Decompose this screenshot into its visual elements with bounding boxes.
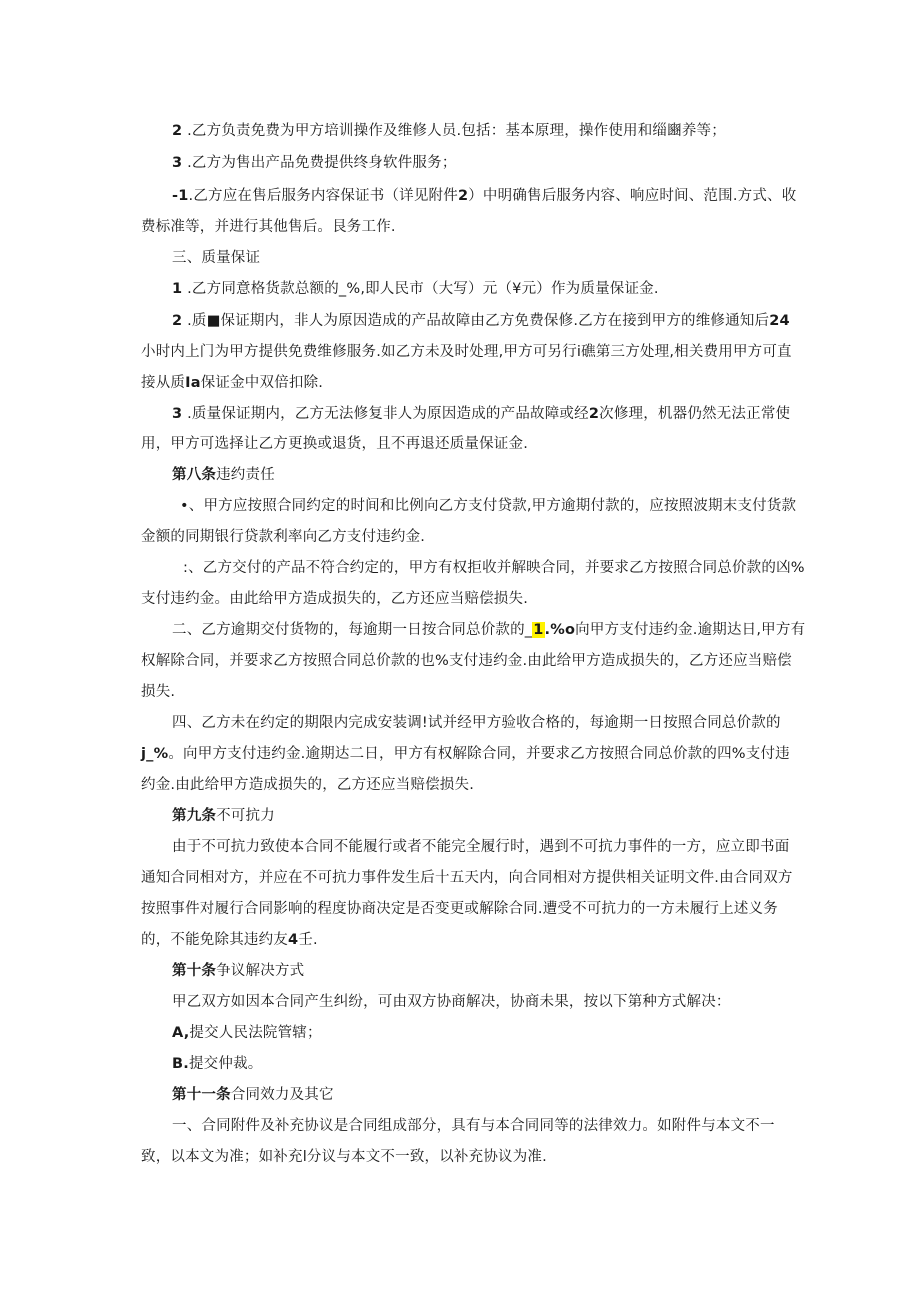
quality-item-2-line3: 接从质Ia保证金中双倍扣除.	[141, 375, 324, 391]
article-8-item-4-line1: 四、乙方未在约定的期限内完成安装调!试并经甲方验收合格的，每逾期一日按照合同总价款的	[172, 715, 781, 731]
article-10-heading: 第十条争议解决方式	[172, 963, 305, 979]
article-8-item-3-line1: 二、乙方逾期交付货物的，每逾期一日按合同总价款的_1.%o向甲方支付违约金.逾期达日,甲方有	[172, 622, 806, 638]
quality-item-3-line1: 3 .质量保证期内，乙方无法修复非人为原因造成的产品故障或经2次修理，机器仍然无法正常使	[172, 406, 791, 422]
article-10-line1: 甲乙双方如因本合同产生纠纷，可由双方协商解决，协商未果，按以下第种方式解决：	[172, 994, 731, 1010]
quality-item-2-line1: 2 .质■保证期内，非人为原因造成的产品故障由乙方免费保修.乙方在接到甲方的维修通知后24	[172, 313, 790, 329]
article-9-line1: 由于不可抗力致使本合同不能履行或者不能完全履行时，遇到不可抗力事件的一方，应立即书面	[172, 839, 790, 855]
article-9-line3: 按照事件对履行合同影响的程度协商决定是否变更或解除合同.遭受不可抗力的一方未履行上述义务	[141, 901, 778, 917]
article-10-option-b: B.提交仲裁。	[172, 1056, 263, 1072]
article-8-item-3-line2: 权解除合同，并要求乙方按照合同总价款的也%支付违约金.由此给甲方造成损失的，乙方还应当赔偿	[141, 653, 792, 669]
article-11-line2: 致，以本文为准；如补充l分议与本文不一致，以补充协议为准.	[141, 1149, 547, 1165]
service-item-4-line2: 费标准等，并进行其他售后。艮务工作.	[141, 219, 396, 235]
article-8-item-4-line3: 约金.由此给甲方造成损失的，乙方还应当赔偿损失.	[141, 777, 475, 793]
quality-item-2-line2: 小时内上门为甲方提供免费维修服务.如乙方未及时处理,甲方可另行i礁第三方处理,相关费用甲方可直	[141, 344, 792, 360]
article-9-line4: 的，不能免除其违约友4壬.	[141, 932, 318, 948]
article-9-line2: 通知合同相对方，并应在不可抗力事件发生后十五天内，向合同相对方提供相关证明文件.由合同双方	[141, 870, 793, 886]
quality-item-3-line2: 用，甲方可选择让乙方更换或退货，且不再退还质量保证金.	[141, 436, 529, 452]
quality-item-1: 1 .乙方同意格货款总额的_%,即人民市（大写）元（¥元）作为质量保证金.	[172, 281, 659, 297]
service-item-3: 3 .乙方为售出产品免费提供终身软件服务；	[172, 155, 457, 171]
article-8-heading: 第八条违约责任	[172, 467, 275, 483]
article-8-item-1-line1: •、甲方应按照合同约定的时间和比例向乙方支付贷款,甲方逾期付款的，应按照波期末支付货款	[180, 498, 797, 514]
article-11-line1: 一、合同附件及补充协议是合同组成部分，具有与本合同同等的法律效力。如附件与本文不一	[172, 1118, 775, 1134]
article-8-item-1-line2: 金额的同期银行贷款利率向乙方支付违约金.	[141, 529, 426, 545]
service-item-4-line1: -1.乙方应在售后服务内容保证书（详见附件2）中明确售后服务内容、响应时间、范围.方式、收	[172, 188, 797, 204]
highlighted-rate: 1	[533, 622, 544, 638]
article-8-item-4-line2: j_%。向甲方支付违约金.逾期达二日，甲方有权解除合同，并要求乙方按照合同总价款的四%支付违	[141, 746, 790, 762]
section-3-title: 三、质量保证	[172, 250, 261, 266]
service-item-2: 2 .乙方负责免费为甲方培训操作及维修人员.包括：基本原理，操作使用和缁豳养等；	[172, 123, 726, 139]
article-10-option-a: A,提交人民法院管辖；	[172, 1025, 322, 1041]
article-9-heading: 第九条不可抗力	[172, 808, 275, 824]
article-8-item-3-line3: 损失.	[141, 684, 176, 700]
article-11-heading: 第十一条合同效力及其它	[172, 1087, 334, 1103]
article-8-item-2-line1: :、乙方交付的产品不符合约定的，甲方有权拒收并解映合同，并要求乙方按照合同总价款的凶%	[183, 560, 805, 576]
article-8-item-2-line2: 支付违约金。由此给甲方造成损失的，乙方还应当赔偿损失.	[141, 591, 529, 607]
